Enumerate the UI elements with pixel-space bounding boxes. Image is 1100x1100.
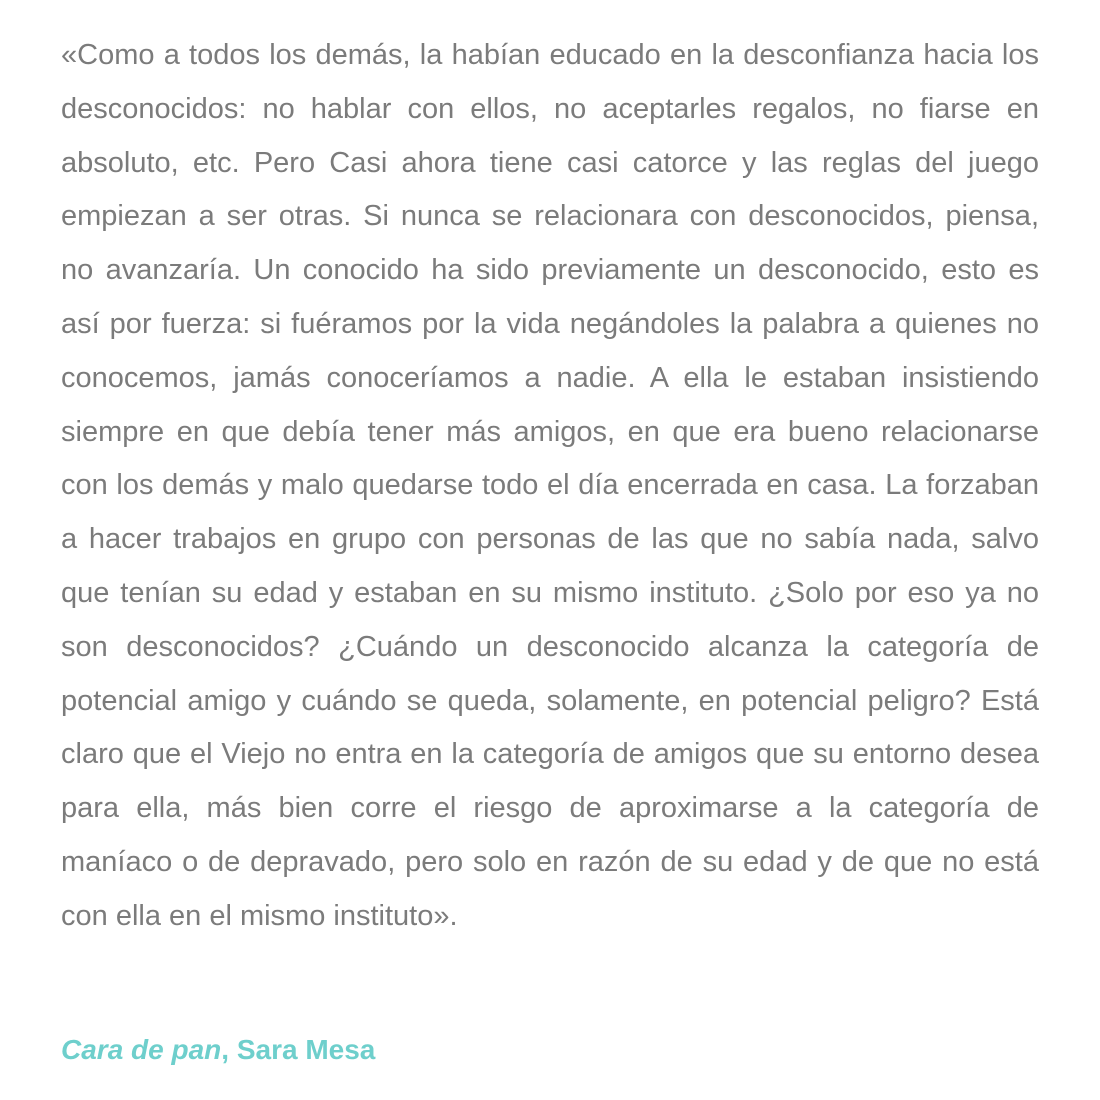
quote-text: «Como a todos los demás, la habían educado en la desconfianza hacia los desconocidos: no hablar con ellos, no aceptarles regalos, no fiarse en absoluto, etc. Pero Casi ahora tiene casi catorce y las reglas del juego empiezan a ser otras. Si nunca se relacionara con desconocidos, piensa, no avanzaría. Un conocido ha sido previamente un desconocido, esto es así por fuerza: si fuéramos por la vida negándoles la palabra a quienes no conocemos, jamás conoceríamos a nadie. A ella le estaban insistiendo siempre en que debía tener más amigos, en que era bueno relacionarse con los demás y malo quedarse todo el día encerrada en casa. La forzaban a hacer trabajos en grupo con personas de las que no sabía nada, salvo que tenían su edad y estaban en su mismo instituto. ¿Solo por eso ya no son desconocidos? ¿Cuándo un desconocido alcanza la categoría de potencial amigo y cuándo se queda, solamente, en potencial peligro? Está claro que el Viejo no entra en la categoría de amigos que su entorno desea para ella, más bien corre el riesgo de aproximarse a la categoría de maníaco o de depravado, pero solo en razón de su edad y de que no está con ella en el mismo instituto».	[61, 39, 1039, 932]
attribution	[61, 1026, 375, 1074]
book-title: Cara de pan	[61, 1034, 222, 1065]
attribution-separator: ,	[221, 1034, 237, 1065]
quote-block	[61, 29, 1039, 944]
author-name: Sara Mesa	[236, 1034, 376, 1065]
